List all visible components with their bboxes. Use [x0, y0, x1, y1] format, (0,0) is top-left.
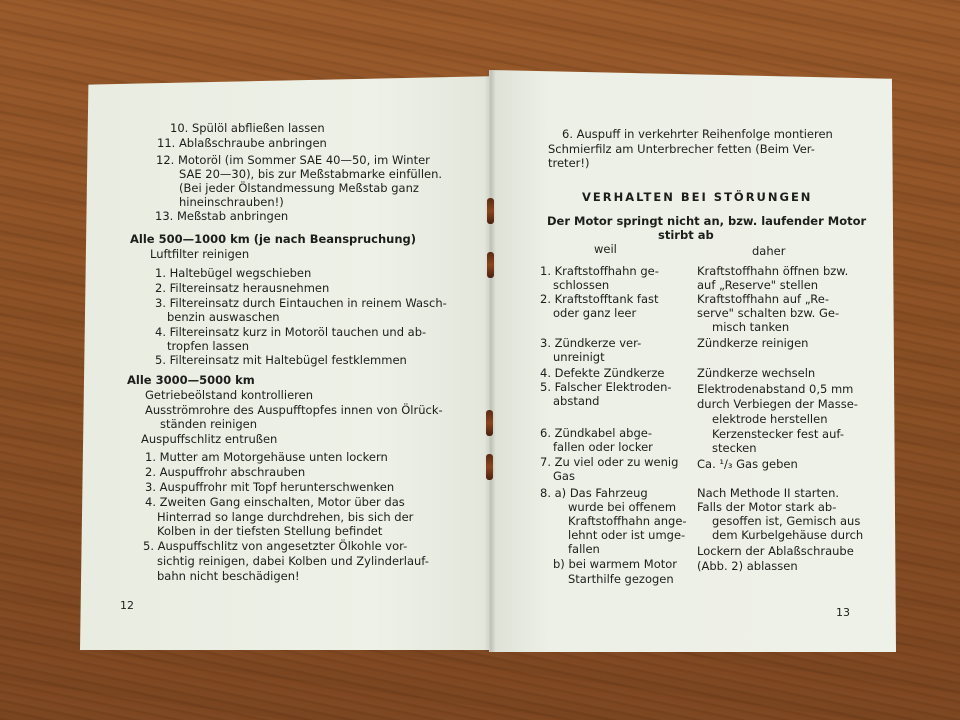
cause-line: 3. Zündkerze ver-: [540, 336, 642, 350]
binding-stitch: [486, 410, 493, 436]
cause-line: fallen: [568, 542, 600, 556]
section-line: Auspuffschlitz entrußen: [141, 432, 278, 446]
cause-line: lehnt oder ist umge-: [568, 528, 686, 542]
remedy-line: (Abb. 2) ablassen: [697, 559, 798, 573]
remedy-line: Zündkerze wechseln: [697, 366, 816, 380]
cause-line: Kraftstoffhahn ange-: [568, 514, 687, 528]
column-header-daher: daher: [752, 244, 786, 258]
cause-line: fallen oder locker: [553, 440, 653, 454]
left-line: SAE 20—30), bis zur Meßstabmarke einfüllen.: [179, 167, 443, 181]
right-line: treter!): [548, 156, 590, 170]
remedy-line: Kraftstoffhahn auf „Re-: [697, 292, 829, 306]
left-line: 11. Ablaßschraube anbringen: [157, 136, 327, 150]
list-item: 5. Auspuffschlitz von angesetzter Ölkohle vor-: [143, 539, 408, 553]
cause-line: 6. Zündkabel abge-: [540, 426, 652, 440]
page-number: 13: [836, 606, 850, 619]
binding-stitch: [487, 252, 494, 278]
cause-line: 8. a) Das Fahrzeug: [540, 486, 648, 500]
list-item: sichtig reinigen, dabei Kolben und Zylinderlauf-: [157, 554, 429, 568]
left-line: 13. Meßstab anbringen: [155, 209, 289, 223]
remedy-line: stecken: [712, 441, 757, 455]
section-heading: Alle 500—1000 km (je nach Beanspruchung): [130, 232, 417, 246]
cause-line: abstand: [553, 394, 600, 408]
cause-line: 5. Falscher Elektroden-: [540, 380, 672, 394]
page-number: 12: [120, 599, 134, 612]
remedy-line: Ca. ¹/₃ Gas geben: [697, 457, 798, 471]
booklet-gutter: [484, 70, 496, 652]
remedy-line: auf „Reserve" stellen: [697, 278, 819, 292]
remedy-line: serve" schalten bzw. Ge-: [697, 306, 840, 320]
list-item: bahn nicht beschädigen!: [157, 569, 300, 583]
cause-line: schlossen: [553, 278, 610, 292]
section-line: Ausströmrohre des Auspufftopfes innen von Ölrück-: [145, 403, 443, 417]
cause-line: 4. Defekte Zündkerze: [540, 366, 665, 380]
list-item: 1. Haltebügel wegschieben: [155, 266, 312, 280]
list-item: 3. Auspuffrohr mit Topf herunterschwenken: [145, 480, 395, 494]
list-item: 1. Mutter am Motorgehäuse unten lockern: [145, 450, 388, 464]
list-item: benzin auswaschen: [167, 310, 280, 324]
section-subheading: Luftfilter reinigen: [150, 247, 250, 261]
column-header-weil: weil: [594, 242, 617, 256]
list-item: 3. Filtereinsatz durch Eintauchen in reinem Wasch-: [155, 296, 447, 310]
remedy-line: durch Verbiegen der Masse-: [697, 397, 858, 411]
list-item: 2. Filtereinsatz herausnehmen: [155, 281, 330, 295]
remedy-line: gesoffen ist, Gemisch aus: [712, 514, 861, 528]
remedy-line: Kraftstoffhahn öffnen bzw.: [697, 264, 849, 278]
subheading: Der Motor springt nicht an, bzw. laufender Motor: [547, 214, 867, 228]
right-line: Schmierfilz am Unterbrecher fetten (Beim Ver-: [548, 142, 815, 156]
list-item: 4. Zweiten Gang einschalten, Motor über das: [145, 495, 405, 509]
cause-line: unreinigt: [553, 350, 605, 364]
list-item: Kolben in der tiefsten Stellung befindet: [157, 524, 383, 538]
section-line: Getriebeölstand kontrollieren: [145, 388, 313, 402]
remedy-line: Falls der Motor stark ab-: [697, 500, 837, 514]
cause-line: oder ganz leer: [553, 306, 637, 320]
remedy-line: Lockern der Ablaßschraube: [697, 544, 854, 558]
left-line: (Bei jeder Ölstandmessung Meßstab ganz: [179, 181, 419, 195]
cause-line: Starthilfe gezogen: [568, 572, 674, 586]
list-item: 4. Filtereinsatz kurz in Motoröl tauchen und ab-: [155, 325, 427, 339]
list-item: 5. Filtereinsatz mit Haltebügel festklemmen: [155, 353, 407, 367]
cause-line: 7. Zu viel oder zu wenig: [540, 455, 679, 469]
left-line: hineinschrauben!): [179, 195, 284, 209]
remedy-line: Kerzenstecker fest auf-: [712, 427, 844, 441]
cause-line: wurde bei offenem: [568, 500, 677, 514]
remedy-line: elektrode herstellen: [712, 412, 828, 426]
remedy-line: Nach Methode II starten.: [697, 486, 840, 500]
left-line: 12. Motoröl (im Sommer SAE 40—50, im Winter: [156, 153, 430, 167]
cause-line: b) bei warmem Motor: [553, 557, 678, 571]
binding-stitch: [487, 198, 494, 224]
list-item: Hinterrad so lange durchdrehen, bis sich der: [157, 510, 414, 524]
cause-line: 1. Kraftstoffhahn ge-: [540, 264, 659, 278]
list-item: tropfen lassen: [167, 339, 249, 353]
remedy-line: misch tanken: [712, 320, 790, 334]
left-line: 10. Spülöl abfließen lassen: [170, 121, 325, 135]
section-heading: VERHALTEN BEI STÖRUNGEN: [582, 190, 813, 204]
subheading: stirbt ab: [658, 228, 714, 242]
remedy-line: Elektrodenabstand 0,5 mm: [697, 382, 854, 396]
binding-stitch: [486, 454, 493, 480]
right-line: 6. Auspuff in verkehrter Reihenfolge montieren: [562, 127, 833, 141]
cause-line: Gas: [553, 469, 575, 483]
section-line: ständen reinigen: [160, 417, 258, 431]
remedy-line: dem Kurbelgehäuse durch: [712, 528, 864, 542]
list-item: 2. Auspuffrohr abschrauben: [145, 465, 306, 479]
section-heading: Alle 3000—5000 km: [127, 373, 255, 387]
cause-line: 2. Kraftstofftank fast: [540, 292, 659, 306]
remedy-line: Zündkerze reinigen: [697, 336, 809, 350]
